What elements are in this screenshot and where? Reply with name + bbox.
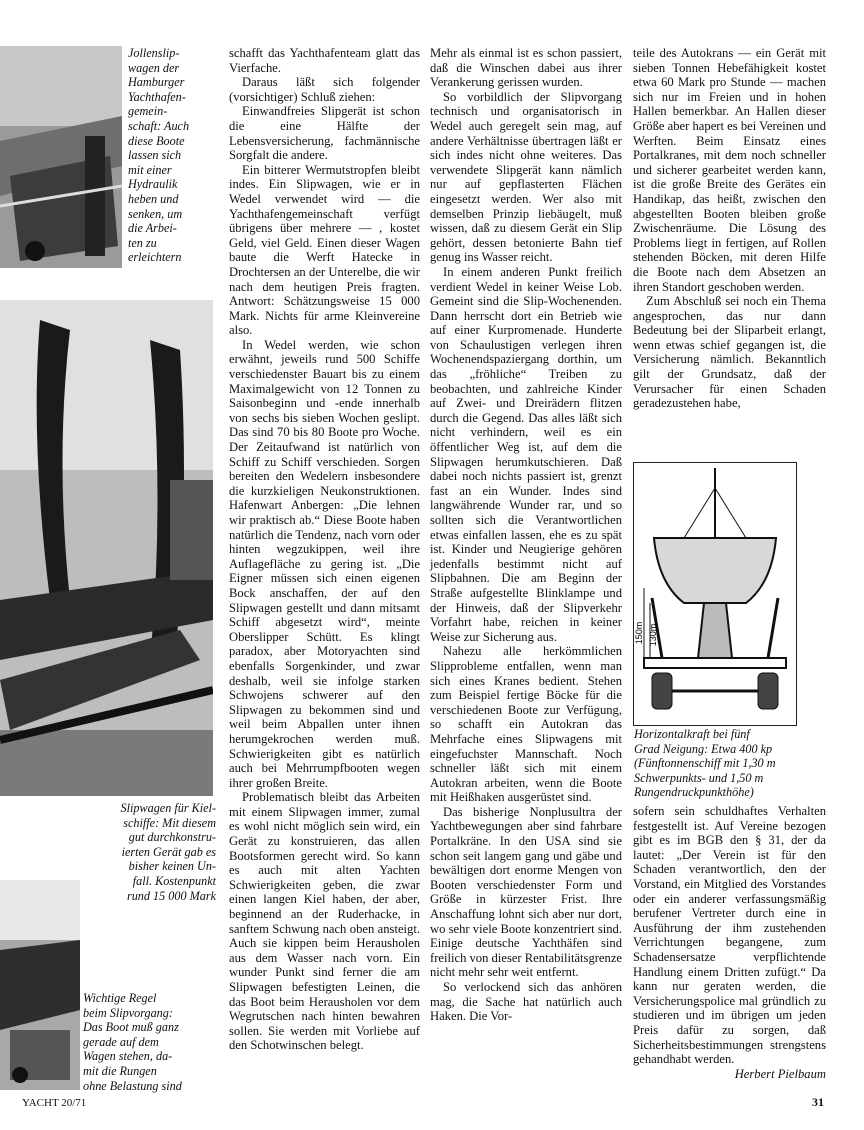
paragraph: schafft das Yachthafenteam glatt das Vierfache. bbox=[229, 46, 420, 75]
footer-issue: YACHT 20/71 bbox=[22, 1097, 87, 1109]
paragraph: So vorbildlich der Slipvorgang technisch und organisatorisch in Wedel auch geregelt sein mag, auf andere Verhältnisse übertragen läßt er sich indes nicht ohne weiteres. Das verwendete Slipgerät kann nämlich nur auf gepflasterten Flächen eingesetzt werden. Wer also mit demselben Prinzip liebäugelt, muß wissen, daß zu diesem Gerät ein Slip gehört, dessen betonierte Bahn tief genug ins Wasser reicht. bbox=[430, 89, 622, 265]
caption-dinghy-trailer: Jollenslip- wagen der Hamburger Yachthafen- gemein- schaft: Auch diese Boote lassen sich mit einer Hydraulik heben und senken, um die Arbei- ten zu erleichtern bbox=[128, 46, 190, 265]
author: Herbert Pielbaum bbox=[734, 1066, 826, 1081]
paragraph: In Wedel werden, wie schon erwähnt, jeweils rund 500 Schiffe verschiedenster Bauart bis zu einem Maximalgewicht von 12 Tonnen zu Saisonbeginn und -ende innerhalb von sechs bis sieben Wochen geslipt. Das sind 70 bis 80 Boote pro Woche. Der Zeitaufwand ist natürlich von Schiff zu Schiff verschieden. Sorgen bereiten den Wedelern insbesondere die kurzkieligen Neukonstruktionen. Hafenwart Anbergen: „Die lehnen wir praktisch ab.“ Diese Boote haben natürlich die Tendenz, nach vorn oder hinten wegzukippen, weil ihre Auflagefläche zu gering ist. „Die Eigner müssen sich einen eigenen Bock anschaffen, der auf den Slipwagen gestellt und dann mitsamt Schiff abgesetzt wird“, meinte Oberslipper Schütt. Es klingt paradox, aber Motoryachten sind ebenfalls Sorgenkinder, und zwar deshalb, weil sie infolge starken Schwojens schwerer auf den Slipwagen zu bekommen sind und weil beim Abpallen unter ihnen herumgekrochen werden muß. Schwierigkeiten gibt es natürlich auch bei Mehrrumpfbooten wegen ihrer großen Breite. bbox=[229, 337, 420, 790]
photo-keelboat-slip-trailer bbox=[0, 300, 213, 796]
caption-diagram: Horizontalkraft bei fünf Grad Neigung: Etwa 400 kp (Fünftonnenschiff mit 1,30 m Schwerpunkts- und 1,50 m Rungendruckpunkthöhe) bbox=[634, 727, 776, 800]
photo-boat-on-trailer bbox=[0, 880, 80, 1090]
paragraph: Nahezu alle herkömmlichen Slipprobleme entfallen, wenn man sich eines Kranes bedient. Stehen zum Beispiel fertige Böcke für die verschiedenen Boote zur Verfügung, so schafft ein Autokran das Mehrfache eines Slipwagens mit eingefuchster Mannschaft. Noch schneller läßt sich mit einem Autokran arbeiten, wenn die Boote mit Heißhaken ausgerüstet sind. bbox=[430, 644, 622, 805]
paragraph: Mehr als einmal ist es schon passiert, daß die Winschen dabei aus ihrer Verankerung gerissen wurden. bbox=[430, 46, 622, 90]
article-column-3-top bbox=[633, 46, 826, 411]
paragraph: So verlockend sich das anhören mag, die Sache hat natürlich auch Haken. Die Vor- bbox=[430, 980, 622, 1024]
paragraph: Problematisch bleibt das Arbeiten mit einem Slipwagen immer, zumal es wohl nicht möglich sein wird, ein Gerät zu konstruieren, das allen Bootsformen gerecht wird. So kann es auch mit alten Yachten Schwierigkeiten geben, die zwar einen langen Kiel haben, der aber, beginnend an der Ruderhacke, in sanftem Schwung nach oben ansteigt. Auch sie kippen beim Herausholen aus dem Wasser nach vorn. Ein wunder Punkt sind ferner die am Slipwagen befestigten Leinen, die das Boot beim Herausholen vor dem Wegrutschen nach hinten bewahren sollen. Sie werden mit Vorliebe auf den Schotwinschen belegt. bbox=[229, 790, 420, 1053]
caption-keelboat-trailer: Slipwagen für Kiel- schiffe: Mit diesem gut durchkonstru- ierten Gerät gab es bisher keinen Un- fall. Kostenpunkt rund 15 000 Mark bbox=[120, 801, 216, 903]
page-number: 31 bbox=[812, 1095, 824, 1109]
diagram-label-150: 150m bbox=[634, 621, 644, 645]
paragraph: In einem anderen Punkt freilich verdient Wedel in keiner Weise Lob. Gemeint sind die Slip-Wochenenden. Dann herrscht dort ein Betrieb wie auf einer Kurpromenade. Hunderte von Schaulustigen verlegen ihren Wochenendspaziergang dorthin, um das „fröhliche“ Treiben zu beobachten, und zahlreiche Kinder auf Zwei- und Dreirädern flitzen durch die Gegend. Das alles läßt sich nicht verhindern, weil es ein öffentlicher Weg ist, auf dem die Slipwagen herumkutschieren. Daß dabei noch nichts passiert ist, grenzt fast an ein Wunder. Indes sind langwährende Wunder rar, und so sollten sich die Verantwortlichen etwas einfallen lassen, ehe es zu spät ist. Kinder und Neugierige gehören jedenfalls bestimmt nicht auf Slipbahnen. Die am Beginn der Straße aufgestellte Blinklampe und der Hinweis, daß der Slipverkehr Vorfahrt habe, reichen in keiner Weise zur Sicherung aus. bbox=[430, 264, 622, 644]
paragraph: Ein bitterer Wermutstropfen bleibt indes. Ein Slipwagen, wie er in Wedel verwendet wird — die Yachthafengemeinschaft verfügt übrigens über mehrere — , kostet Geld, viel Geld. Einen dieser Wagen baute die Werft Hatecke in Drochtersen an der Unterelbe, die wir nach dem heutigen Preis fragten. Antwort: Schätzungsweise 15 000 Mark. Nichts für arme Kleinvereine also. bbox=[229, 162, 420, 338]
paragraph: Das bisherige Nonplusultra der Yachtbewegungen aber sind fahrbare Portalkräne. In den USA sind sie schon seit langem gang und gäbe und bewältigen dort enorme Mengen von Booten verschiedenster Form und Größe in kürzester Frist. Ihre Anschaffung lohnt sich aber nur dort, wo sehr viele Boote konzentriert sind. Einige deutsche Yachthäfen sind freilich von dieser Rentabilitätsgrenze nicht mehr sehr weit entfernt. bbox=[430, 804, 622, 980]
paragraph: Zum Abschluß sei noch ein Thema angesprochen, das nur dann Bedeutung bei der Sliparbeit erlangt, wenn etwas schief gegangen ist, die Versicherung nämlich. Bekanntlich gilt der Grundsatz, daß der Verursacher für einen Schaden geradezustehen habe, bbox=[633, 294, 826, 411]
paragraph: Daraus läßt sich folgender (vorsichtiger) Schluß ziehen: bbox=[229, 75, 420, 104]
article-column-3-bottom bbox=[633, 804, 826, 1081]
article-column-1 bbox=[229, 46, 420, 1053]
article-column-2 bbox=[430, 46, 622, 1024]
photo-dinghy-slipway-trailer bbox=[0, 46, 122, 268]
diagram-boat-on-slip-trailer bbox=[633, 462, 797, 726]
paragraph: teile des Autokrans — ein Gerät mit sieben Tonnen Hebefähigkeit kostet etwa 60 Mark pro Stunde — machen sich nur im Freien und in hohen Hallen bemerkbar. An Hallen dieser Größe aber hapert es bei Vereinen und Werften. Beim Einsatz eines Portalkranes, mit dem noch schneller und sicherer gearbeitet werden kann, ist die große Breite des Gerätes ein Handikap, das heißt, zwischen den abgestellten Booten bleiben große Zwischenräume. Die Lösung des Problems liegt in fertigen, auf Rollen stehenden Böcken, mit deren Hilfe die Boote nach dem Absetzen an ihren Standort geschoben werden. bbox=[633, 46, 826, 294]
diagram-label-130: 130m bbox=[648, 623, 658, 647]
caption-slip-rule: Wichtige Regel beim Slipvorgang: Das Boot muß ganz gerade auf dem Wagen stehen, da- mit die Rungen ohne Belastung sind bbox=[83, 991, 182, 1093]
paragraph: sofern sein schuldhaftes Verhalten festgestellt ist. Auf Vereine bezogen gibt es im BGB den § 31, der da lautet: „Der Verein ist für den Schaden verantwortlich, den der Vorstand, ein Mitglied des Vorstandes oder ein anderer verfassungsmäßig berufener Vertreter durch eine in Ausführung der ihm zustehenden Verrichtungen begangene, zum Schadensersatze verpflichtende Handlung einem Dritten zufügt.“ Da kann nur geraten werden, die Versicherungspolice mal gründlich zu studieren und im übrigen um jeden Preis dafür zu sorgen, daß Sicherheitsbestimmungen strengstens gehandhabt werden. bbox=[633, 804, 826, 1067]
paragraph: Einwandfreies Slipgerät ist schon die eine Hälfte der Lebensversicherung, fachmännische Sorgfalt die andere. bbox=[229, 104, 420, 163]
